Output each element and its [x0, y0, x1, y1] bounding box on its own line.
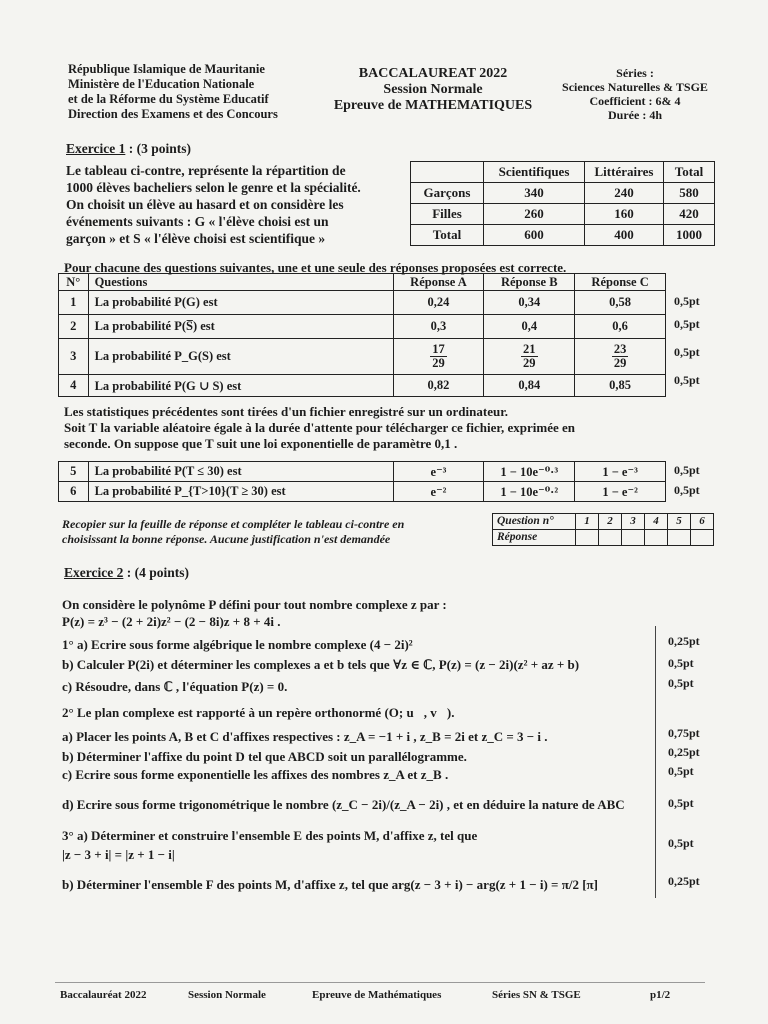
exam-subject: Epreuve de MATHEMATIQUES	[333, 98, 533, 113]
table-header: N°	[59, 274, 89, 291]
table-cell: 580	[664, 183, 715, 204]
answer-a	[393, 339, 484, 375]
question-text: La probabilité P_G(S) est	[88, 339, 393, 375]
answer-b: 1 − 10e⁻⁰·³	[484, 462, 575, 482]
question-number: 3	[59, 339, 89, 375]
duration: Durée : 4h	[608, 108, 662, 122]
fraction-numerator: 23	[613, 342, 627, 356]
answer-grid-label: Question n°	[493, 514, 576, 530]
ex2-line: c) Résoudre, dans ℂ , l'équation P(z) = 0.	[62, 679, 288, 694]
exam-title-block	[318, 66, 548, 114]
table-cell: 340	[484, 183, 585, 204]
answer-cell	[668, 530, 691, 546]
answer-grid-col: 2	[599, 514, 622, 530]
mcq-table	[58, 273, 666, 397]
question-text: La probabilité P(G ∪ S) est	[88, 375, 393, 397]
table-header: Scientifiques	[484, 162, 585, 183]
ex2-line: b) Déterminer l'ensemble F des points M, d'affixe z, tel que arg(z − 3 + i) − arg(z + 1 − i) = π/2 [π]	[62, 877, 598, 892]
statistics-paragraph	[64, 404, 575, 452]
answer-b: 0,34	[484, 291, 575, 315]
note-line: choisissant la bonne réponse. Aucune justification n'est demandée	[62, 532, 391, 546]
table-row	[411, 225, 715, 246]
issuer-line: République Islamique de Mauritanie	[68, 62, 265, 76]
answer-grid-col: 6	[691, 514, 714, 530]
table-cell: 240	[585, 183, 664, 204]
issuer-block	[68, 62, 278, 122]
points-label: 0,5pt	[668, 656, 694, 670]
distribution-table	[410, 161, 715, 246]
table-row	[411, 183, 715, 204]
ex2-line: b) Calculer P(2i) et déterminer les complexes a et b tels que ∀z ∈ ℂ, P(z) = (z − 2i)(z² + az + b)	[62, 657, 580, 672]
coefficient: Coefficient : 6& 4	[589, 94, 681, 108]
table-row	[59, 482, 666, 502]
answer-c: 0,58	[575, 291, 666, 315]
exercise-2-heading	[64, 564, 189, 581]
points-label: 0,5pt	[674, 483, 700, 497]
question-text: La probabilité P(S̅) est	[88, 315, 393, 339]
ex2-line: |z − 3 + i| = |z + 1 − i|	[62, 847, 175, 862]
answer-a: 0,3	[393, 315, 484, 339]
table-cell: 260	[484, 204, 585, 225]
points-label: 0,5pt	[674, 345, 700, 359]
note-line: Recopier sur la feuille de réponse et compléter le tableau ci-contre en	[62, 517, 405, 531]
intro-line: événements suivants : G « l'élève choisi est un	[66, 214, 329, 229]
answer-c: 0,85	[575, 375, 666, 397]
answer-cell	[622, 530, 645, 546]
table-row	[59, 315, 666, 339]
exercise-2-title: Exercice 2	[64, 565, 124, 580]
table-header: Total	[664, 162, 715, 183]
table-row	[59, 375, 666, 397]
table-row	[59, 291, 666, 315]
fraction-denominator: 29	[613, 356, 627, 370]
ex2-line: On considère le polynôme P défini pour tout nombre complexe z par :	[62, 597, 447, 612]
ex2-line: c) Ecrire sous forme exponentielle les affixes des nombres z_A et z_B .	[62, 767, 449, 782]
exercise-1-points: : (3 points)	[125, 141, 191, 156]
question-text: La probabilité P_{T>10}(T ≥ 30) est	[88, 482, 393, 502]
fraction-numerator: 17	[432, 342, 445, 356]
table-header: Questions	[88, 274, 393, 291]
mcq-instruction: Pour chacune des questions suivantes, une et une seule des réponses proposées est correcte.	[64, 260, 567, 275]
fraction-numerator: 21	[523, 342, 536, 356]
table-header: Réponse B	[484, 274, 575, 291]
points-label: 0,5pt	[668, 836, 694, 850]
ex2-line: 3° a) Déterminer et construire l'ensemble E des points M, d'affixe z, tel que	[62, 828, 478, 843]
intro-line: Le tableau ci-contre, représente la répartition de	[66, 163, 346, 178]
exercise-2-points: : (4 points)	[123, 565, 189, 580]
intro-line: garçon » et S « l'élève choisi est scientifique »	[66, 231, 326, 246]
exam-title: BACCALAUREAT 2022	[358, 66, 508, 81]
points-label: 0,75pt	[668, 726, 700, 740]
answer-c: 1 − e⁻²	[575, 482, 666, 502]
points-label: 0,5pt	[674, 294, 700, 308]
issuer-line: Direction des Examens et des Concours	[68, 107, 278, 121]
exercise-1-heading	[66, 140, 191, 157]
answer-a: e⁻²	[393, 482, 484, 502]
page-number: p1/2	[650, 989, 671, 1001]
exercise-1-title: Exercice 1	[66, 141, 126, 156]
points-label: 0,25pt	[668, 634, 700, 648]
answer-grid-col: 5	[668, 514, 691, 530]
table-cell: 160	[585, 204, 664, 225]
answer-c: 0,6	[575, 315, 666, 339]
answer-cell	[599, 530, 622, 546]
exercise-1-intro	[66, 162, 406, 247]
question-number: 6	[59, 482, 89, 502]
exponential-table	[58, 461, 666, 502]
footer-session: Session Normale	[188, 989, 266, 1001]
margin-rule	[655, 626, 656, 898]
table-cell: 1000	[664, 225, 715, 246]
series-block	[550, 66, 720, 122]
table-row	[59, 339, 666, 375]
intro-line: On choisit un élève au hasard et on considère les	[66, 197, 344, 212]
question-text: La probabilité P(T ≤ 30) est	[88, 462, 393, 482]
series-value: Sciences Naturelles & TSGE	[562, 80, 708, 94]
answer-instruction	[62, 517, 404, 547]
stats-line: Soit T la variable aléatoire égale à la durée d'attente pour télécharger ce fichier, exprimée en	[64, 420, 575, 435]
ex2-line: d) Ecrire sous forme trigonométrique le nombre (z_C − 2i)/(z_A − 2i) , et en déduire la nature de ABC	[62, 797, 625, 812]
points-label: 0,5pt	[674, 463, 700, 477]
table-header: Littéraires	[585, 162, 664, 183]
table-row	[411, 204, 715, 225]
footer-series: Séries SN & TSGE	[492, 989, 581, 1001]
answer-a: 0,24	[393, 291, 484, 315]
issuer-line: Ministère de l'Education Nationale	[68, 77, 255, 91]
answer-grid-col: 4	[645, 514, 668, 530]
stats-line: seconde. On suppose que T suit une loi exponentielle de paramètre 0,1 .	[64, 436, 458, 451]
ex2-line: b) Déterminer l'affixe du point D tel que ABCD soit un parallélogramme.	[62, 749, 467, 764]
table-cell: 420	[664, 204, 715, 225]
exam-session: Session Normale	[383, 82, 483, 97]
intro-line: 1000 élèves bacheliers selon le genre et la spécialité.	[66, 180, 361, 195]
answer-cell	[691, 530, 714, 546]
question-number: 5	[59, 462, 89, 482]
points-label: 0,25pt	[668, 874, 700, 888]
answer-a: e⁻³	[393, 462, 484, 482]
answer-c: 1 − e⁻³	[575, 462, 666, 482]
answer-c	[575, 339, 666, 375]
issuer-line: et de la Réforme du Système Educatif	[68, 92, 269, 106]
answer-cell	[576, 530, 599, 546]
answer-b	[484, 339, 575, 375]
footer-subject: Epreuve de Mathématiques	[312, 989, 442, 1001]
points-label: 0,25pt	[668, 745, 700, 759]
points-label: 0,5pt	[674, 373, 700, 387]
stats-line: Les statistiques précédentes sont tirées d'un fichier enregistré sur un ordinateur.	[64, 404, 509, 419]
question-number: 2	[59, 315, 89, 339]
table-cell: 400	[585, 225, 664, 246]
question-text: La probabilité P(G) est	[88, 291, 393, 315]
points-label: 0,5pt	[668, 676, 694, 690]
question-number: 4	[59, 375, 89, 397]
series-label: Séries :	[616, 66, 654, 80]
answer-grid	[492, 513, 714, 546]
question-number: 1	[59, 291, 89, 315]
points-label: 0,5pt	[668, 796, 694, 810]
ex2-line: 1° a) Ecrire sous forme algébrique le nombre complexe (4 − 2i)²	[62, 637, 413, 652]
answer-cell	[645, 530, 668, 546]
table-cell: Filles	[411, 204, 484, 225]
footer-rule	[55, 982, 705, 983]
fraction-denominator: 29	[523, 356, 536, 370]
table-header	[411, 162, 484, 183]
table-cell: 600	[484, 225, 585, 246]
answer-grid-label: Réponse	[493, 530, 576, 546]
table-header: Réponse C	[575, 274, 666, 291]
answer-grid-col: 3	[622, 514, 645, 530]
ex2-line: a) Placer les points A, B et C d'affixes respectives : z_A = −1 + i , z_B = 2i et z_C = 3 − i .	[62, 729, 548, 744]
table-header: Réponse A	[393, 274, 484, 291]
ex2-line: 2° Le plan complexe est rapporté à un repère orthonormé (O; u⃗, v⃗).	[62, 705, 455, 720]
table-row	[59, 462, 666, 482]
answer-b: 0,84	[484, 375, 575, 397]
points-label: 0,5pt	[674, 317, 700, 331]
answer-grid-col: 1	[576, 514, 599, 530]
footer-exam: Baccalauréat 2022	[60, 989, 147, 1001]
ex2-line: P(z) = z³ − (2 + 2i)z² − (2 − 8i)z + 8 + 4i .	[62, 614, 281, 629]
points-label: 0,5pt	[668, 764, 694, 778]
table-cell: Garçons	[411, 183, 484, 204]
answer-a: 0,82	[393, 375, 484, 397]
answer-b: 0,4	[484, 315, 575, 339]
table-cell: Total	[411, 225, 484, 246]
answer-b: 1 − 10e⁻⁰·²	[484, 482, 575, 502]
fraction-denominator: 29	[432, 356, 445, 370]
